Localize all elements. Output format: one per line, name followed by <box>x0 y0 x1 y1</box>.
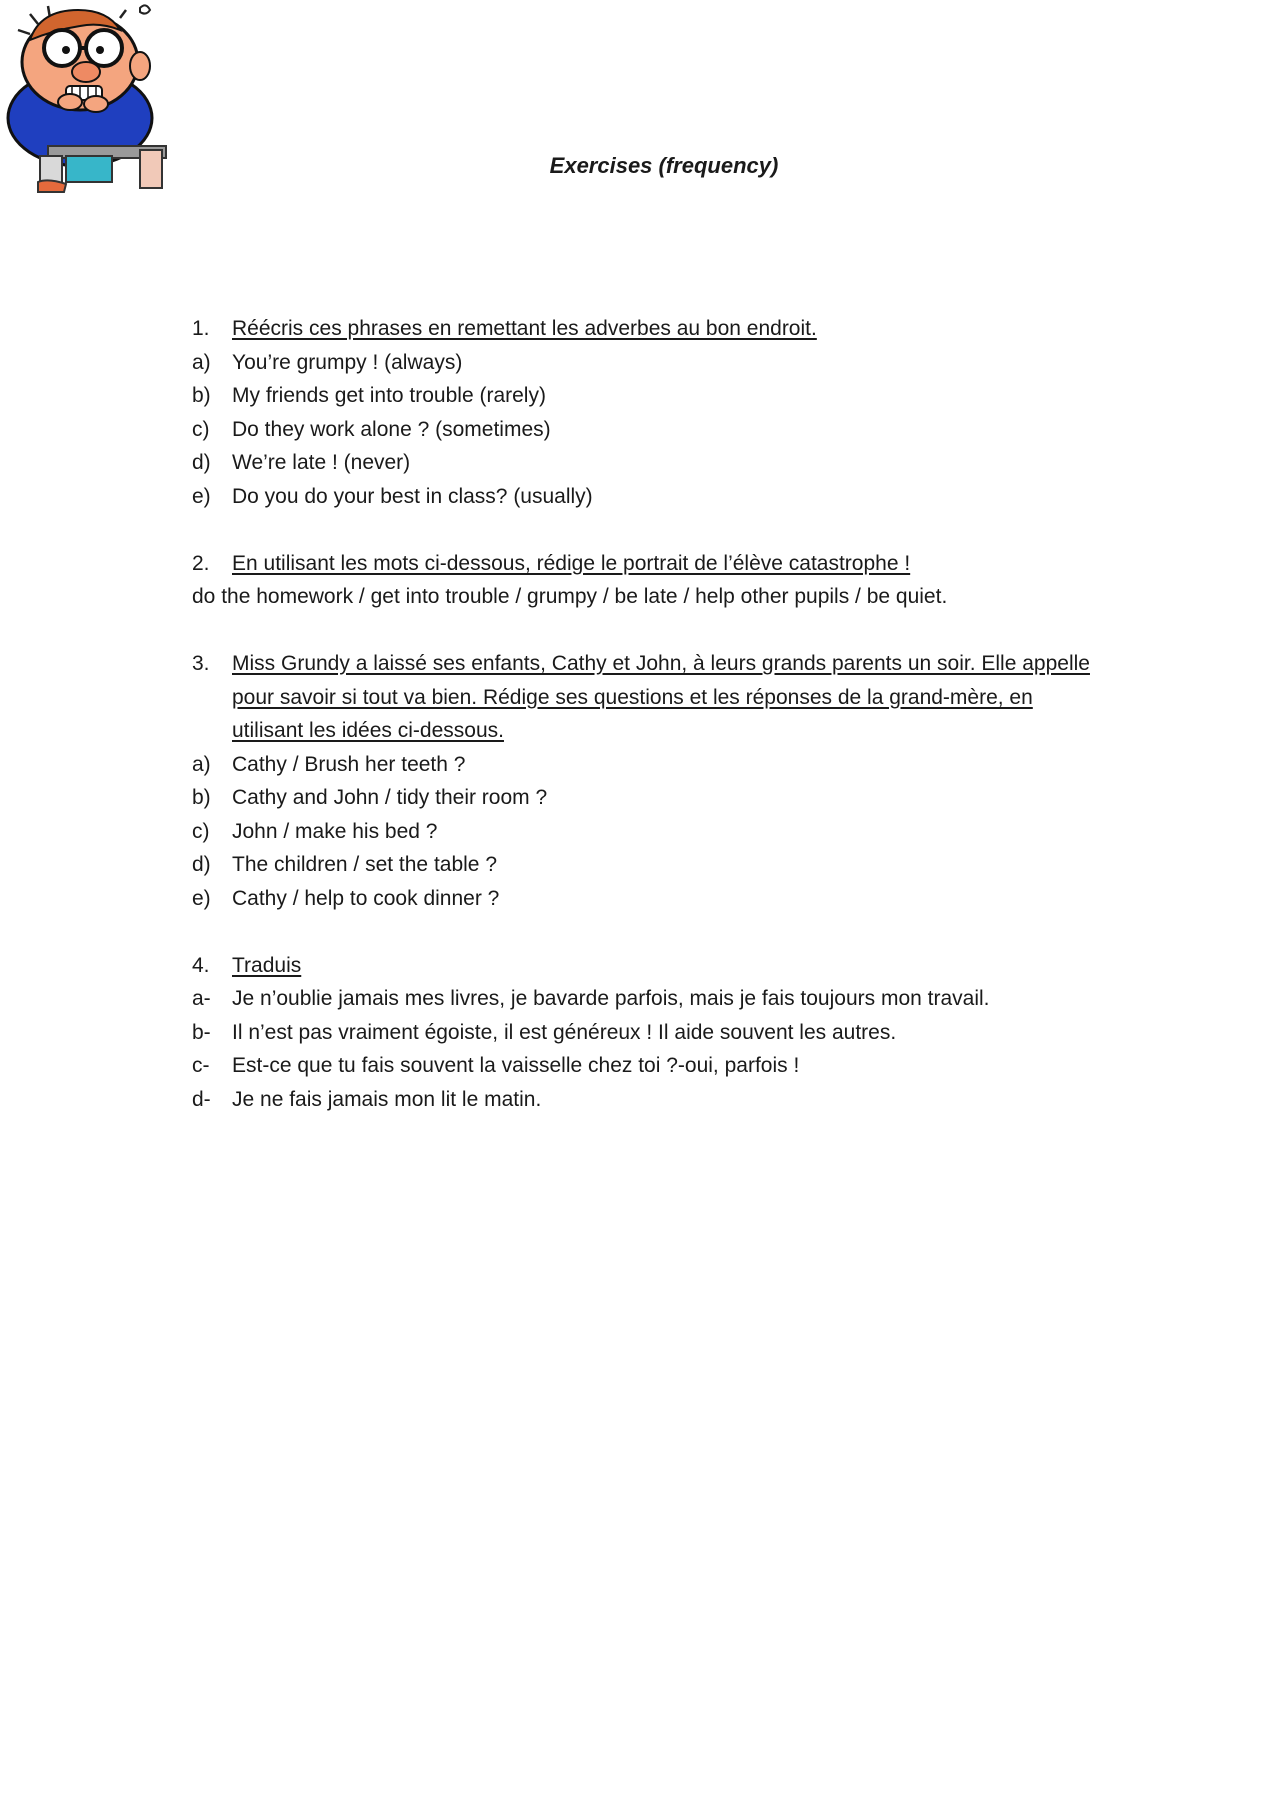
item-text: You’re grumpy ! (always) <box>232 350 463 374</box>
item-text: Cathy / Brush her teeth ? <box>232 752 466 776</box>
exercise-instruction: Réécris ces phrases en remettant les adverbes au bon endroit. <box>232 317 817 340</box>
item-marker: d) <box>192 451 211 474</box>
item-marker: e) <box>192 886 211 910</box>
spacer <box>192 513 1112 547</box>
exercise-number: 1. <box>192 317 210 340</box>
item-text: Cathy and John / tidy their room ? <box>232 786 548 809</box>
item-text: My friends get into trouble (rarely) <box>232 384 546 407</box>
item-marker: b- <box>192 1020 211 1044</box>
list-item <box>192 815 1112 849</box>
item-marker: d- <box>192 1087 211 1111</box>
list-item <box>192 1016 1112 1050</box>
item-text: Cathy / help to cook dinner ? <box>232 886 500 910</box>
item-text: Je ne fais jamais mon lit le matin. <box>232 1087 542 1111</box>
item-text: John / make his bed ? <box>232 819 438 843</box>
item-text: We’re late ! (never) <box>232 451 411 474</box>
list-item <box>192 882 1112 916</box>
item-marker: a- <box>192 987 211 1010</box>
exercise-instruction: Traduis <box>232 953 302 977</box>
list-item <box>192 446 1112 480</box>
list-item <box>192 346 1112 380</box>
page-title: Exercises (frequency) <box>549 153 779 178</box>
item-marker: b) <box>192 384 211 407</box>
item-marker: c- <box>192 1054 210 1077</box>
list-item <box>192 848 1112 882</box>
item-marker: d) <box>192 853 211 876</box>
item-text: Est-ce que tu fais souvent la vaisselle chez toi ?-oui, parfois ! <box>232 1054 800 1077</box>
exercise-1-heading <box>192 312 1112 346</box>
list-item <box>192 413 1112 447</box>
item-marker: c) <box>192 417 210 441</box>
exercise-number: 2. <box>192 551 210 575</box>
item-text: Je n’oublie jamais mes livres, je bavarde parfois, mais je fais toujours mon travail. <box>232 987 990 1010</box>
exercise-4-heading <box>192 949 1112 983</box>
spacer <box>192 614 1112 648</box>
list-item <box>192 1049 1112 1083</box>
item-text: Do you do your best in class? (usually) <box>232 484 593 508</box>
list-item <box>192 982 1112 1016</box>
item-text: The children / set the table ? <box>232 853 497 876</box>
exercise-list <box>192 312 1112 1116</box>
item-text: Do they work alone ? (sometimes) <box>232 417 551 441</box>
list-item <box>192 1083 1112 1117</box>
exercise-instruction: En utilisant les mots ci-dessous, rédige le portrait de l’élève catastrophe ! <box>232 551 911 575</box>
exercise-instruction-line: Miss Grundy a laissé ses enfants, Cathy et John, à leurs grands parents un soir. Elle appelle <box>232 652 1090 675</box>
exercise-number: 3. <box>192 652 210 675</box>
exercise-instruction-line: pour savoir si tout va bien. Rédige ses questions et les réponses de la grand-mère, en <box>232 685 1033 709</box>
list-item <box>192 748 1112 782</box>
exercise-instruction-line: utilisant les idées ci-dessous. <box>232 719 504 742</box>
item-marker: e) <box>192 484 211 508</box>
exercise-3-heading-continued <box>192 714 1112 748</box>
exercise-3-heading-continued <box>192 681 1112 715</box>
item-marker: c) <box>192 819 210 843</box>
spacer <box>192 915 1112 949</box>
list-item <box>192 781 1112 815</box>
exercise-3-heading <box>192 647 1112 681</box>
exercise-number: 4. <box>192 953 210 977</box>
list-item <box>192 379 1112 413</box>
item-marker: a) <box>192 752 211 776</box>
list-item <box>192 480 1112 514</box>
item-marker: b) <box>192 786 211 809</box>
item-text: Il n’est pas vraiment égoiste, il est généreux ! Il aide souvent les autres. <box>232 1020 897 1044</box>
item-marker: a) <box>192 350 211 374</box>
word-list: do the homework / get into trouble / grumpy / be late / help other pupils / be quiet. <box>192 585 948 608</box>
exercise-2-heading <box>192 547 1112 581</box>
